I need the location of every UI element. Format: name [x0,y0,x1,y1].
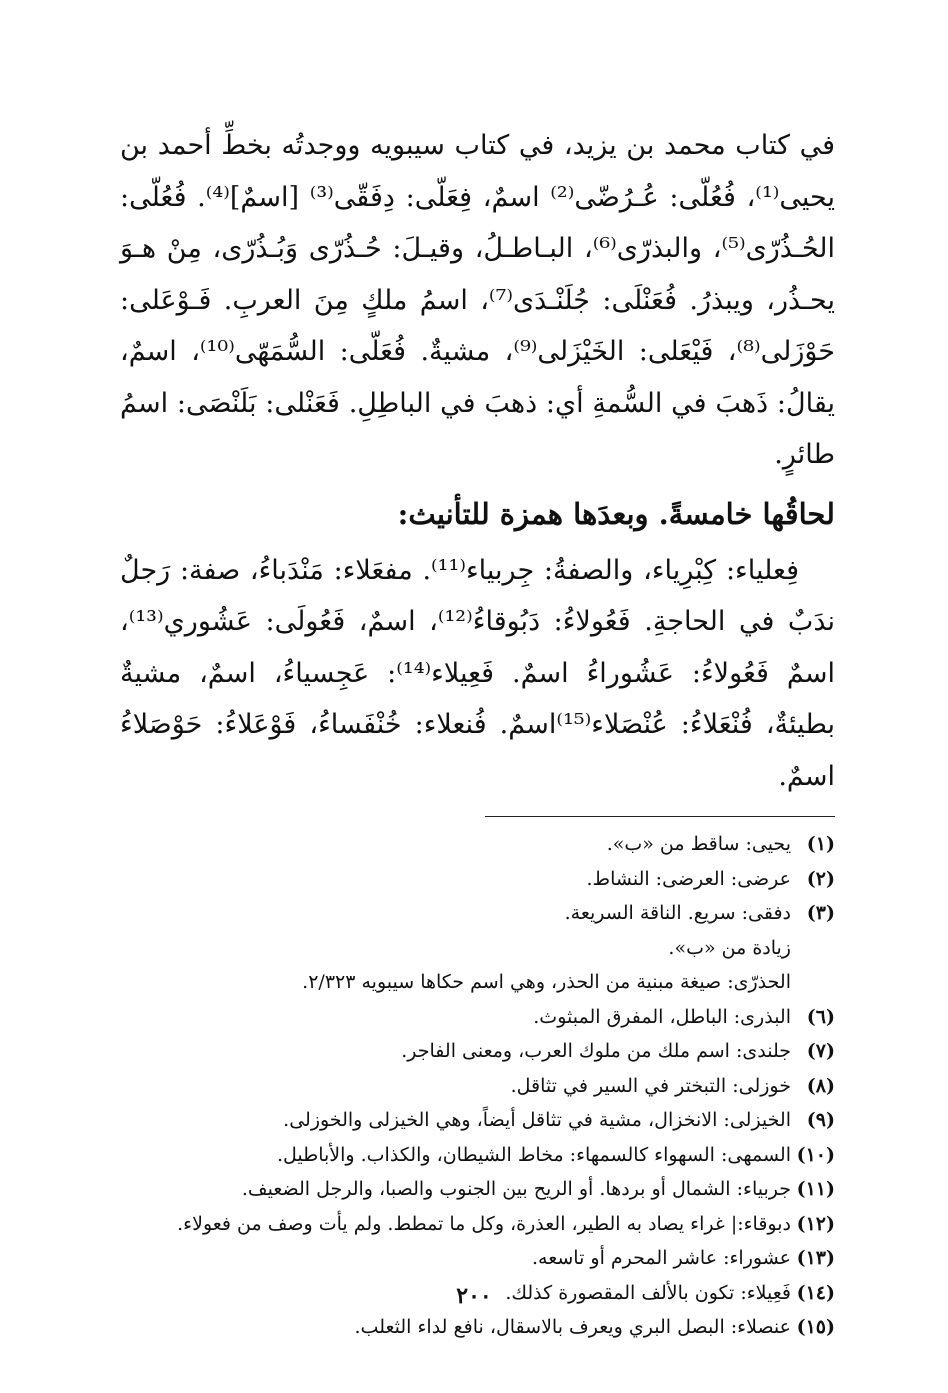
footnote-3 [120,896,835,931]
footnote-number: (٢) [806,867,835,890]
footnote-text: السمهى: السهواء كالسمهاء: مخاط الشيطان، والكذاب. والأباطيل. [276,1143,791,1166]
body-paragraph-1: في كتاب محمد بن يزيد، في كتاب سيبويه ووجدتُه بخطِّ أحمد بن يحيى⁽¹⁾، فُعُلّى: عُـرُضّى⁽²⁾ اسمٌ، فِعَلّى: دِفَقّى⁽³⁾ [اسمٌ]⁽⁴⁾. فُعُلّى: الحُـذُرّى⁽⁵⁾، والبذرّى⁽⁶⁾، البـاطـلُ، وقيـلَ: حُـذُرّى وَبُـذُرّى، مِنْ هـوَ يحـذُر، ويبذرُ. فُعَنْلَى: جُلَنْـدَى⁽⁷⁾، اسمُ ملكٍ مِنَ العربِ. فَـوْعَلى: حَوْزَلى⁽⁸⁾، فَيْعَلى: الخَيْزَلى⁽⁹⁾، مشيةٌ. فُعَلّى: السُّمَهّى⁽¹⁰⁾، اسمٌ، يقالُ: ذَهبَ في السُّمةِ أي: ذهبَ في الباطِلِ. فَعَنْلى: بَلَنْصَى: اسمُ طائرٍ. [120,130,836,470]
footnote-number: (١٤) [796,1281,835,1304]
footnote-number: (١٣) [796,1247,835,1269]
footnote-number: (١١) [796,1178,835,1200]
footnote-number: (١٥) [796,1316,835,1338]
footnote-number: (٧) [806,1040,835,1062]
footnote-11 [120,1172,835,1207]
footnote-5 [120,965,835,1000]
footnote-7 [120,1034,835,1069]
footnote-text: عنصلاء: البصل البري ويعرف بالاسقال، نافع لداء الثعلب. [354,1316,791,1338]
footnote-12 [120,1207,835,1242]
footnote-4 [120,931,835,966]
footnote-number: (١) [806,833,835,855]
footnote-8 [120,1069,835,1104]
footnote-10 [120,1138,835,1173]
footnotes-list [120,827,835,1345]
footnote-number: (١٠) [796,1143,835,1166]
page-content [120,120,835,1345]
footnote-text: دبوقاء:| غراء يصاد به الطير، العذرة، وكل ما تمطط. ولم يأت وصف من فعولاء. [177,1212,791,1235]
footnote-15 [120,1310,835,1345]
footnote-text: زيادة من «ب». [668,936,791,959]
footnote-2 [120,862,835,897]
footnote-text: عشوراء: عاشر المحرم أو تاسعه. [532,1247,791,1269]
footnote-text: يحيى: ساقط من «ب». [606,833,791,855]
footnote-number: (٦) [806,1005,835,1028]
footnote-text: جلندى: اسم ملك من ملوك العرب، ومعنى الفاجر. [401,1040,791,1062]
section-heading: لحاقُها خامسةً. وبعدَها همزة للتأنيث: [397,496,835,531]
footnote-number: (١٢) [796,1212,835,1235]
footnote-number: (٩) [806,1109,835,1131]
footnote-number: (٨) [806,1074,835,1097]
footnote-text: الخيزلى: الانخزال، مشية في تثاقل أيضاً، وهي الخيزلى والخوزلى. [283,1109,791,1131]
footnote-text: الحذرّى: صيغة مبنية من الحذر، وهي اسم حكاها سيبويه ٢/٣٢٣. [302,971,791,993]
footnote-number: (٣) [806,902,835,924]
body-paragraph-2: فِعلياء: كِبْرِياء، والصفةُ: جِربياء⁽¹¹⁾. مفعَلاء: مَنْدَباءُ، صفة: رَجلٌ ندَبٌ في الحاجةِ. فَعُولاءُ: دَبُوقاءُ⁽¹²⁾، اسمٌ، فَعُولَى: عَشُوري⁽¹³⁾، اسمٌ فَعُولاءُ: عَشُوراءُ اسمٌ. فَعِيلاء⁽¹⁴⁾: عَجِسياءُ، اسمٌ، مشيةٌ بطيئةٌ، فُنْعَلاءُ: عُنْصَلاء⁽¹⁵⁾اسمٌ. فُنعلاء: خُنْفَساءُ، فَوْعَلاءُ: حَوْصَلاءُ اسمٌ. [120,554,836,792]
footnote-13 [120,1241,835,1276]
footnote-text: جربياء: الشمال أو بردها. أو الريح بين الجنوب والصبا، والرجل الضعيف. [241,1178,791,1200]
footnote-divider [485,816,835,817]
page-number: ٢٠٠ [456,1283,492,1309]
footnote-text: البذرى: الباطل، المفرق المبثوث. [533,1005,791,1028]
footnote-6 [120,1000,835,1035]
footnote-text: فَعِيلاء: تكون بالألف المقصورة كذلك. [505,1281,791,1304]
footnote-text: عرضى: العرضى: النشاط. [586,867,791,890]
footnote-text: خوزلى: التبختر في السير في تثاقل. [510,1074,791,1097]
footnote-1 [120,827,835,862]
footnote-9 [120,1103,835,1138]
footnote-text: دفقى: سريع. الناقة السريعة. [564,902,791,924]
